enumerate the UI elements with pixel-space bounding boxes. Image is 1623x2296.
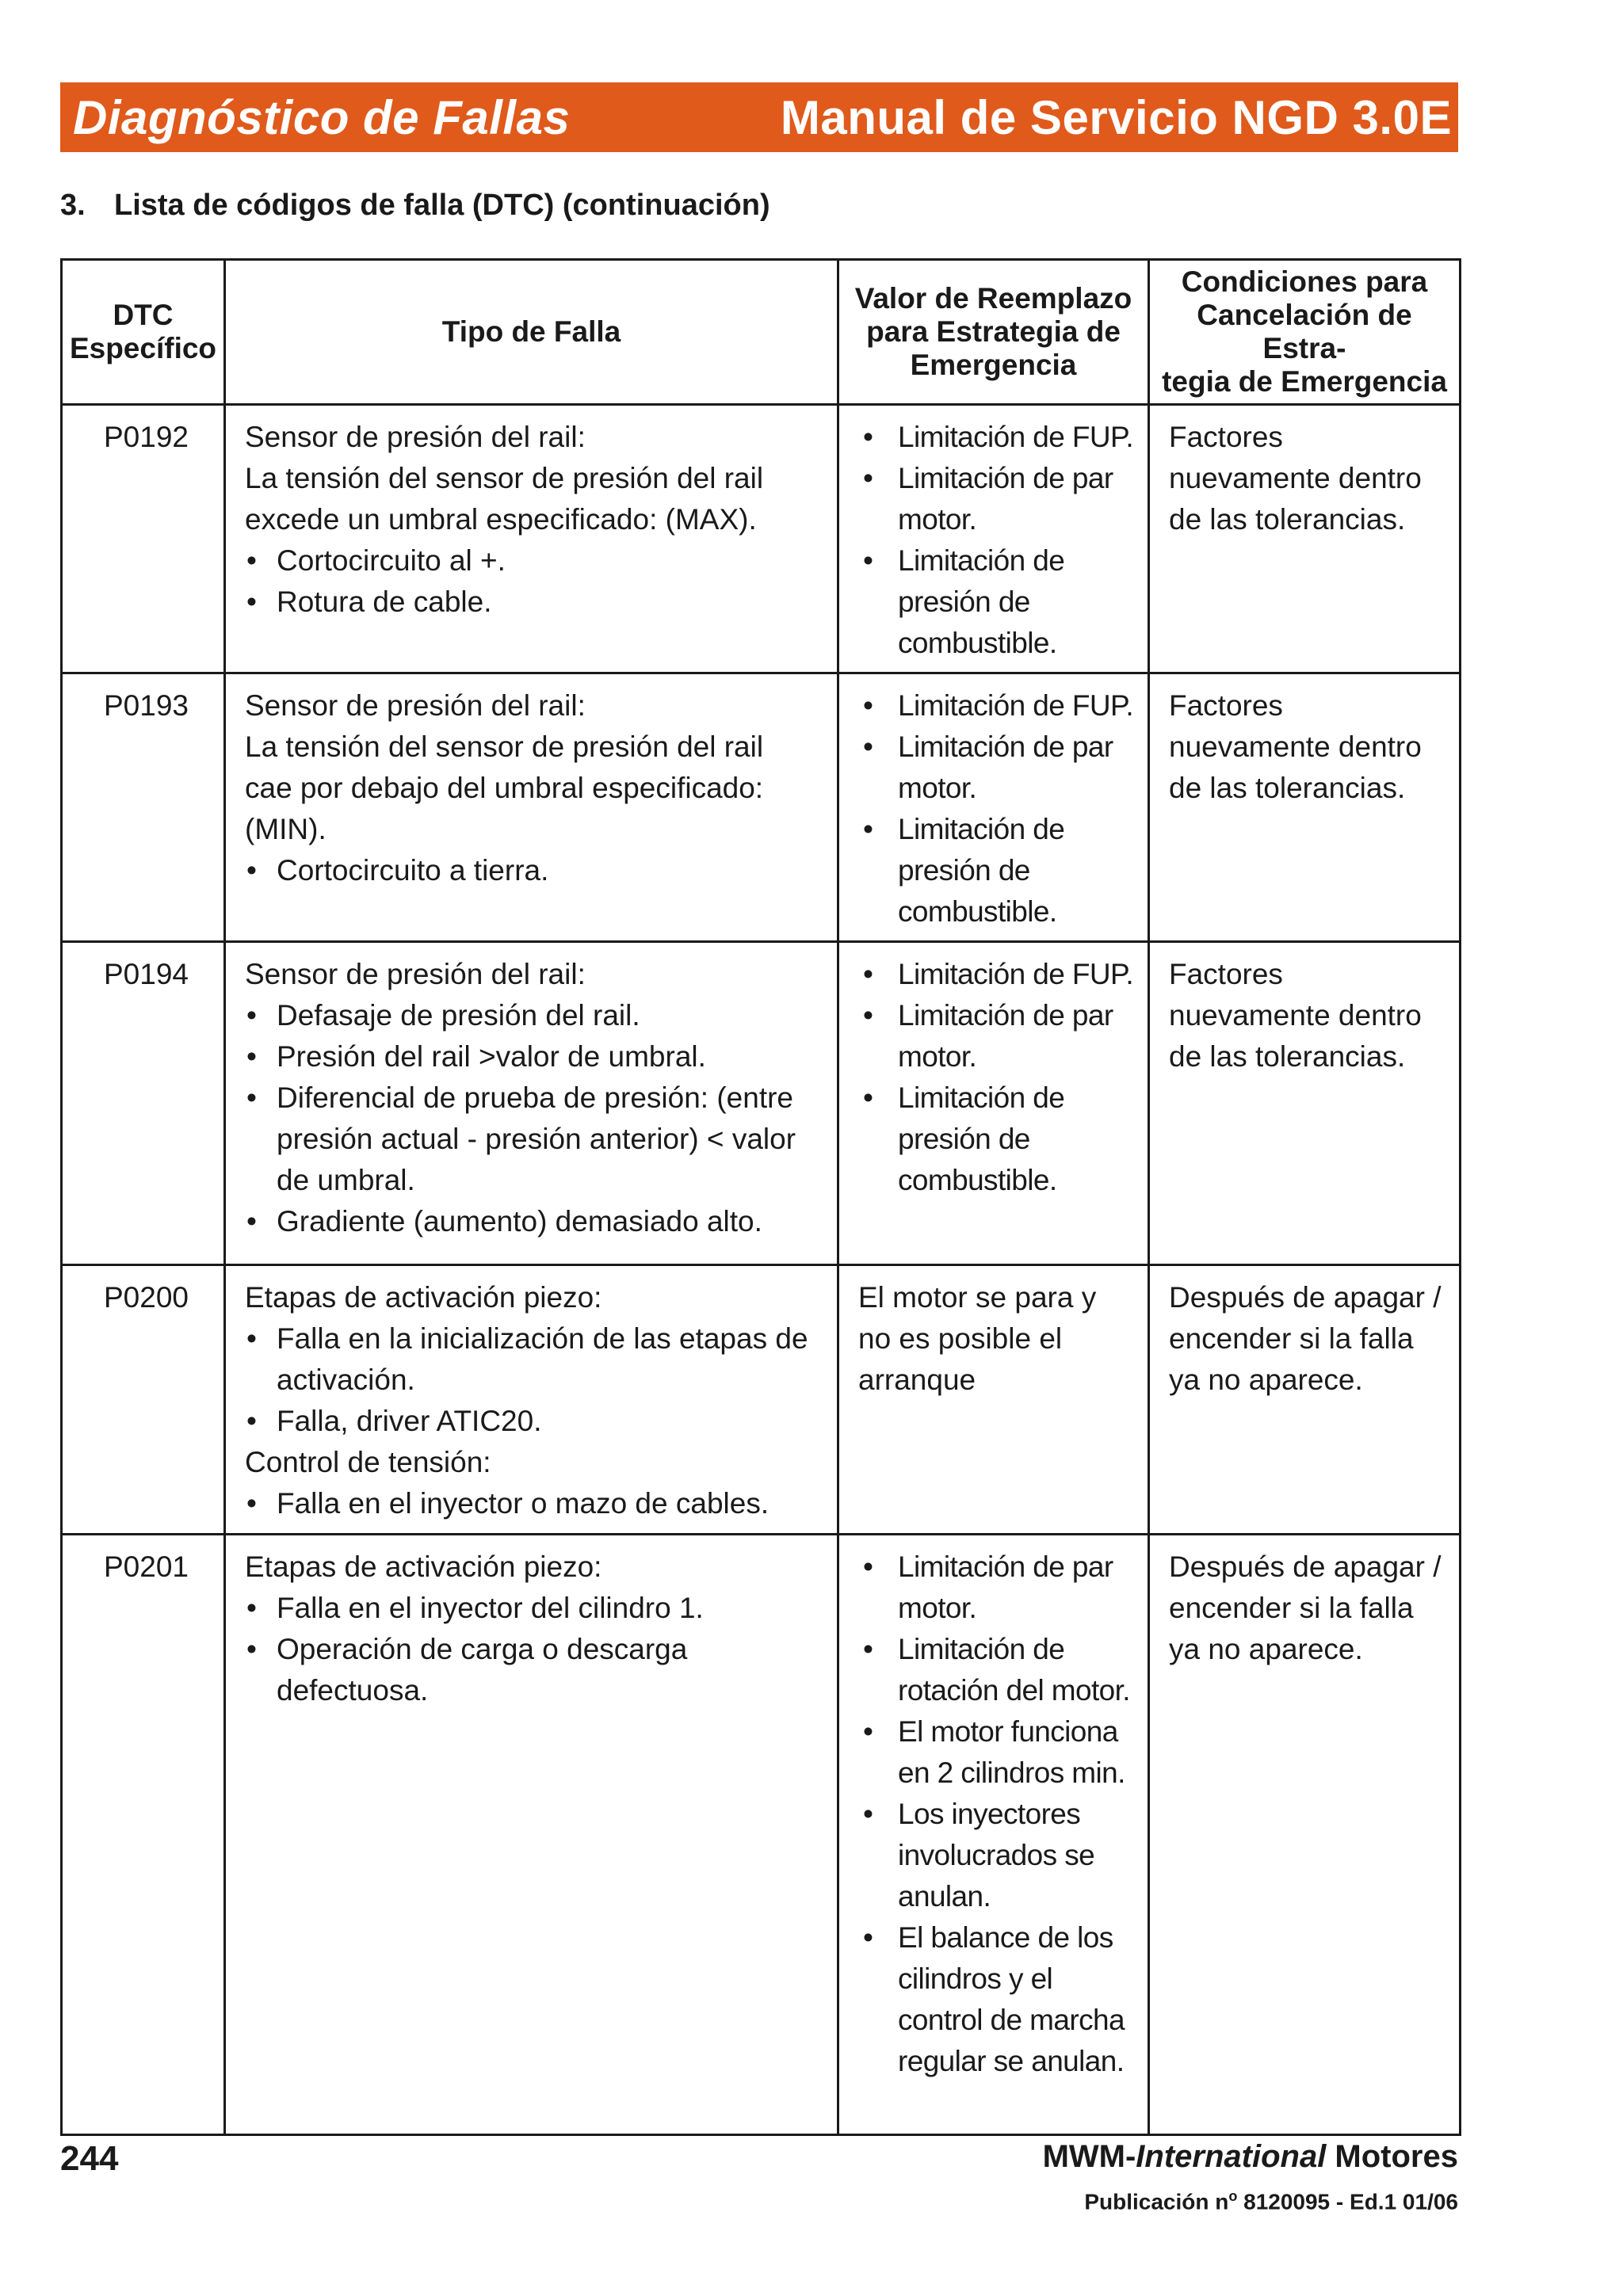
col-header-dtc: DTC Específico <box>62 260 225 405</box>
list-item: • El balance de los cilindros y el control de marcha regular se anulan. <box>858 1917 1135 2082</box>
tipo-falla-cell: Sensor de presión del rail: La tensión del sensor de presión del rail cae por debajo del umbral especificado: (MIN). • Cortocircuito a tierra. <box>225 673 838 942</box>
list-item: • Cortocircuito al +. <box>245 540 824 582</box>
list-item: • Falla, driver ATIC20. <box>245 1401 824 1442</box>
col-header-tipo: Tipo de Falla <box>225 260 838 405</box>
col-header-valor: Valor de Reemplazo para Estrategia de Emergencia <box>838 260 1149 405</box>
list-item: • Presión del rail >valor de umbral. <box>245 1036 824 1077</box>
page-number: 244 <box>60 2139 119 2178</box>
condiciones-cell: Después de apagar / encender si la falla ya no aparece. <box>1149 1535 1461 2135</box>
col-header-condiciones: Condiciones para Cancelación de Estra- tegia de Emergencia <box>1149 260 1461 405</box>
list-item: • Defasaje de presión del rail. <box>245 995 824 1036</box>
condiciones-cell: Factores nuevamente dentro de las tolerancias. <box>1149 405 1461 673</box>
condiciones-cell: Factores nuevamente dentro de las tolerancias. <box>1149 942 1461 1265</box>
list-item: • Falla en el inyector del cilindro 1. <box>245 1588 824 1629</box>
list-item: • Falla en el inyector o mazo de cables. <box>245 1483 824 1524</box>
table-row <box>62 1265 1461 1535</box>
list-item: • Rotura de cable. <box>245 582 824 623</box>
table-row <box>62 1535 1461 2135</box>
list-item: • Operación de carga o descarga defectuosa. <box>245 1629 824 1711</box>
tipo-falla-cell: Etapas de activación piezo: • Falla en el inyector del cilindro 1. • Operación de carga o descarga defectuosa. <box>225 1535 838 2135</box>
valor-reemplazo-cell <box>838 405 1149 673</box>
valor-reemplazo-cell <box>838 942 1149 1265</box>
list-item: • Limitación de par motor. <box>858 458 1135 540</box>
dtc-code: P0200 <box>62 1265 225 1535</box>
list-item: • Limitación de presión de combustible. <box>858 1077 1135 1201</box>
list-item: • Limitación de rotación del motor. <box>858 1629 1135 1711</box>
list-item: • Cortocircuito a tierra. <box>245 850 824 891</box>
valor-reemplazo-cell <box>838 673 1149 942</box>
list-item: • Limitación de FUP. <box>858 417 1135 458</box>
list-item: • Limitación de par motor. <box>858 1547 1135 1629</box>
table-header-row <box>62 260 1461 405</box>
dtc-code: P0192 <box>62 405 225 673</box>
valor-reemplazo-cell <box>838 1535 1149 2135</box>
list-item: • Gradiente (aumento) demasiado alto. <box>245 1201 824 1242</box>
header-manual-title: Manual de Servicio NGD 3.0E <box>780 90 1452 144</box>
dtc-code: P0201 <box>62 1535 225 2135</box>
tipo-falla-cell: Sensor de presión del rail: La tensión del sensor de presión del rail excede un umbral especificado: (MAX). • Cortocircuito al +. • Rotura de cable. <box>225 405 838 673</box>
page-header <box>60 82 1458 152</box>
dtc-code: P0194 <box>62 942 225 1265</box>
condiciones-cell: Factores nuevamente dentro de las tolerancias. <box>1149 673 1461 942</box>
list-item: • Diferencial de prueba de presión: (entre presión actual - presión anterior) < valor de umbral. <box>245 1077 824 1201</box>
publication-info: Publicación $n^o$ 8120095 - Ed.1 01/06 <box>1084 2188 1458 2214</box>
list-item: • Los inyectores involucrados se anulan. <box>858 1794 1135 1917</box>
list-item: • Limitación de par motor. <box>858 727 1135 809</box>
list-item: • Limitación de FUP. <box>858 685 1135 727</box>
list-item: • Limitación de presión de combustible. <box>858 809 1135 933</box>
header-section-title: Diagnóstico de Fallas <box>73 90 571 144</box>
section-number: 3. <box>60 189 86 222</box>
valor-reemplazo-cell: El motor se para y no es posible el arranque <box>838 1265 1149 1535</box>
section-heading <box>60 189 770 223</box>
list-item: • Falla en la inicialización de las etapas de activación. <box>245 1318 824 1401</box>
table-row <box>62 942 1461 1265</box>
table-row <box>62 673 1461 942</box>
table-row <box>62 405 1461 673</box>
list-item: • El motor funciona en 2 cilindros min. <box>858 1711 1135 1794</box>
list-item: • Limitación de presión de combustible. <box>858 540 1135 664</box>
condiciones-cell: Después de apagar / encender si la falla ya no aparece. <box>1149 1265 1461 1535</box>
dtc-code: P0193 <box>62 673 225 942</box>
tipo-falla-cell: Etapas de activación piezo: • Falla en la inicialización de las etapas de activación. • Falla, driver ATIC20. Control de tensión: • Falla en el inyector o mazo de cables. <box>225 1265 838 1535</box>
list-item: • Limitación de FUP. <box>858 954 1135 995</box>
footer-brand: MWM-International Motores <box>1042 2139 1458 2174</box>
dtc-table <box>60 258 1461 2136</box>
list-item: • Limitación de par motor. <box>858 995 1135 1077</box>
section-title: Lista de códigos de falla (DTC) (continuación) <box>114 189 770 222</box>
tipo-falla-cell: Sensor de presión del rail: • Defasaje de presión del rail. • Presión del rail >valor de umbral. • Diferencial de prueba de presión: (entre presión actual - presión anterior) < valor de umbral. • Gradiente (aumento) demasiado alto. <box>225 942 838 1265</box>
